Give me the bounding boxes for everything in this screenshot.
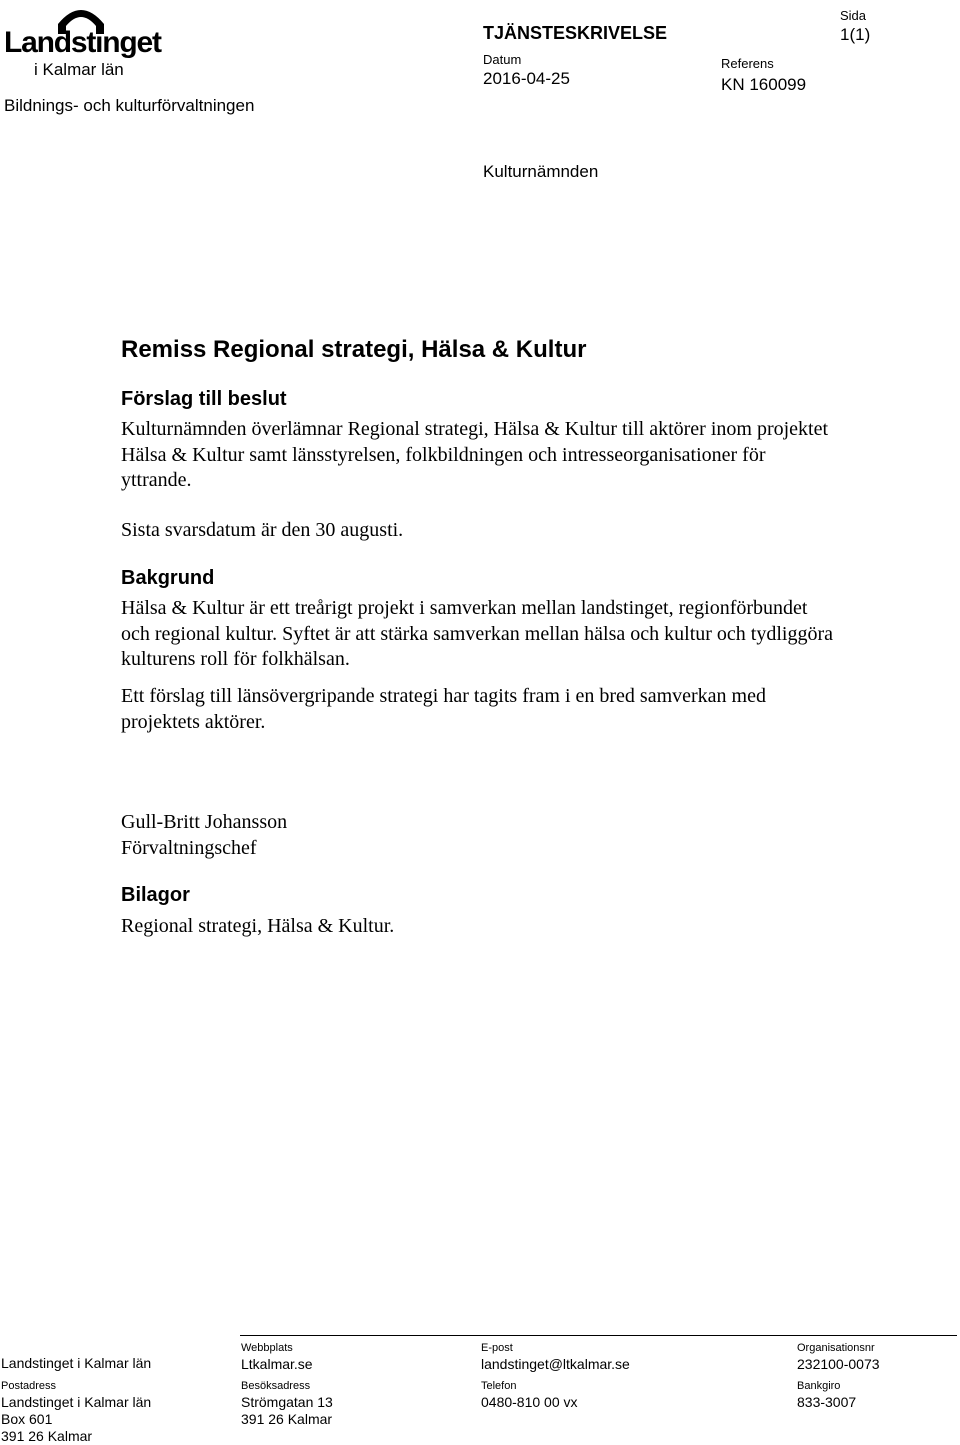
background-heading: Bakgrund — [121, 567, 215, 589]
signature-role: Förvaltningschef — [121, 837, 257, 859]
logo-subtitle: i Kalmar län — [34, 60, 124, 79]
recipient: Kulturnämnden — [483, 162, 599, 181]
proposal-heading: Förslag till beslut — [121, 388, 287, 410]
footer-email-link[interactable]: landstinget@ltkalmar.se — [481, 1356, 630, 1372]
footer-orgnr: 232100-0073 — [797, 1356, 880, 1372]
footer-postal-line: Box 601 — [1, 1411, 53, 1427]
footer-visit-label: Besöksadress — [241, 1380, 311, 1392]
background-paragraph-1: Hälsa & Kultur är ett treårigt projekt i samverkan mellan landstinget, regionförbundet och regional kultur. Syftet är att stärka samverkan mellan hälsa och kultur och tydliggöra kulturens roll för folkhälsan. — [121, 597, 834, 670]
attachment-item: Regional strategi, Hälsa & Kultur. — [121, 915, 395, 937]
reference-value: KN 160099 — [721, 75, 807, 94]
footer-org-name: Landstinget i Kalmar län — [1, 1355, 152, 1371]
footer-phone-label: Telefon — [481, 1380, 517, 1392]
footer-postal-line: Landstinget i Kalmar län — [1, 1394, 152, 1410]
doc-type: TJÄNSTESKRIVELSE — [483, 23, 668, 43]
footer-visit-line: Strömgatan 13 — [241, 1394, 333, 1410]
logo — [4, 2, 161, 82]
department-name: Bildnings- och kulturförvaltningen — [4, 96, 255, 115]
footer-bankgiro: 833-3007 — [797, 1394, 857, 1410]
signature-name: Gull-Britt Johansson — [121, 811, 288, 833]
page-number: 1(1) — [840, 25, 871, 44]
reference-label: Referens — [721, 56, 774, 71]
logo-wordmark: Landstinget — [4, 26, 161, 59]
footer-email-label: E-post — [481, 1342, 513, 1354]
date-value: 2016-04-25 — [483, 69, 570, 88]
footer-web-link[interactable]: Ltkalmar.se — [241, 1356, 313, 1372]
footer-orgnr-label: Organisationsnr — [797, 1342, 875, 1354]
footer-divider — [240, 1335, 957, 1336]
page-label: Sida — [840, 8, 867, 23]
document-title: Remiss Regional strategi, Hälsa & Kultur — [121, 336, 587, 363]
footer-web-label: Webbplats — [241, 1342, 293, 1354]
footer-bankgiro-label: Bankgiro — [797, 1380, 841, 1392]
background-paragraph-2: Ett förslag till länsövergripande strategi har tagits fram i en bred samverkan med projektets aktörer. — [121, 685, 766, 733]
footer-postal-line: 391 26 Kalmar — [1, 1428, 93, 1444]
date-label: Datum — [483, 52, 522, 67]
proposal-paragraph: Kulturnämnden överlämnar Regional strategi, Hälsa & Kultur till aktörer inom projektet Hälsa & Kultur samt länsstyrelsen, folkbildningen och intresseorganisationer för yttrande. — [121, 418, 829, 491]
footer-postal-label: Postadress — [1, 1380, 57, 1392]
footer-visit-line: 391 26 Kalmar — [241, 1411, 333, 1427]
deadline-paragraph: Sista svarsdatum är den 30 augusti. — [121, 519, 404, 541]
attachments-heading: Bilagor — [121, 884, 190, 906]
footer-phone: 0480-810 00 vx — [481, 1394, 578, 1410]
